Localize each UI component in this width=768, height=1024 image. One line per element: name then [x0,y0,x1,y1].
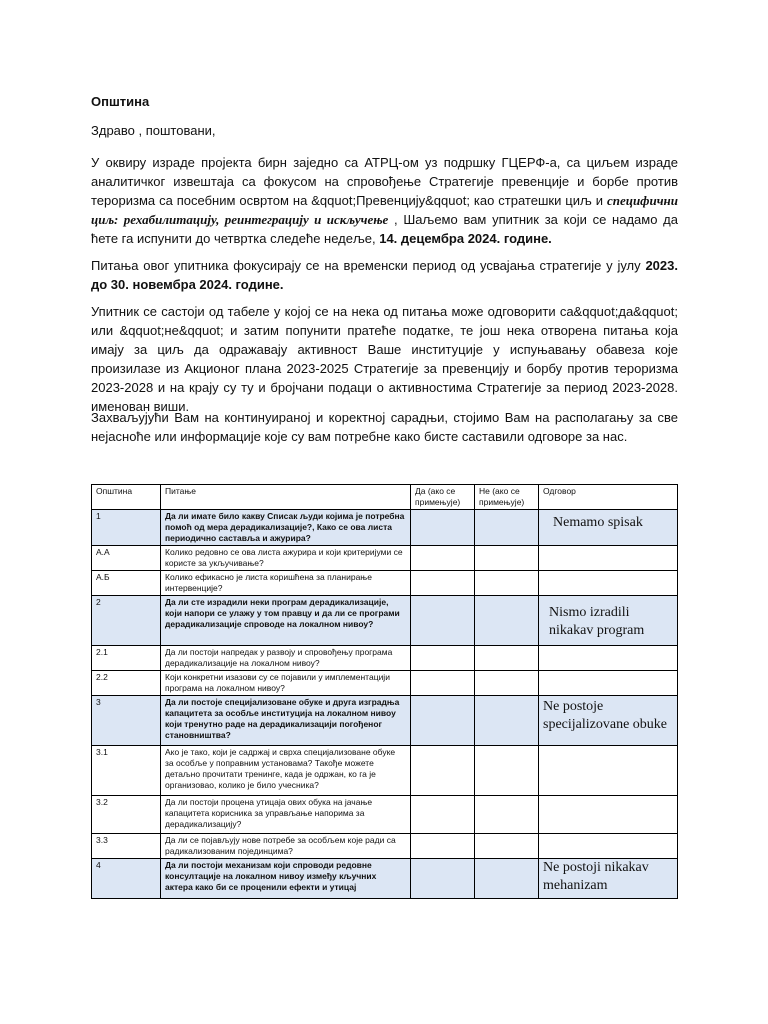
question-text: Да ли се појављују нове потребе за особљем које ради са радикализованим појединцима? [161,834,411,859]
table-row [92,834,678,859]
yes-cell[interactable] [411,646,475,671]
yes-cell[interactable] [411,546,475,571]
row-number: 1 [92,510,161,546]
answer-cell[interactable] [539,671,678,696]
question-text: Да ли постоји механизам који спроводи редовне консултације на локалном нивоу између кључних актера како би се проценили ефекти и утицај [161,859,411,899]
answer-cell[interactable]: Ne postoji nikakav mehanizam [539,859,678,899]
header-yes: Да (ако се примењује) [411,485,475,510]
answer-cell[interactable] [539,546,678,571]
header-answer: Одговор [539,485,678,510]
yes-cell[interactable] [411,796,475,834]
table-row [92,596,678,646]
row-number: 2.2 [92,671,161,696]
answer-cell[interactable]: Ne postoje specijalizovane obuke [539,696,678,746]
row-number: 3 [92,696,161,746]
row-number: А.Б [92,571,161,596]
answer-cell[interactable] [539,834,678,859]
table-row [92,646,678,671]
yes-cell[interactable] [411,510,475,546]
period-dates: 2023. до 30. новембра 2024. године. [91,258,678,292]
intro-text-1: У оквиру израде пројекта бирн заједно са АТРЦ-ом уз подршку ГЦЕРФ-а, са циљем израде аналитичког извештаја са фокусом на спровођење Стратегије превенције и борбе против тероризма са посебним освртом на &qquot;Превенцију&qquot; као стратешки циљ и [91,155,678,208]
yes-cell[interactable] [411,596,475,646]
answer-cell[interactable]: Nismo izradili nikakav program [539,596,678,646]
no-cell[interactable] [475,596,539,646]
structure-paragraph: Упитник се састоји од табеле у којој се на нека од питања може одговорити са&qquot;да&qquot; или &qquot;не&qquot; и затим попунити пратеће податке, те још нека отворена питања која имају за циљ да одражавају активност Ваше институције у испуњавању обавеза које произилазе из Акционог плана 2023-2025 Стратегије за превенцију и борбу против тероризма 2023-2028 и на крају су ту и бројчани подаци о активностима Стратегије за период 2023-2028. именован виши. [91,304,678,414]
intro-text-2: , Шаљемо вам упитник за који се надамо да ћете га испунити до четвртка следеће недеље, [91,212,678,246]
row-number: 2 [92,596,161,646]
table-row [92,746,678,796]
row-number: 3.1 [92,746,161,796]
no-cell[interactable] [475,834,539,859]
questionnaire-table [91,484,678,899]
yes-cell[interactable] [411,571,475,596]
answer-cell[interactable] [539,571,678,596]
answer-cell[interactable] [539,646,678,671]
table-row [92,796,678,834]
row-number: 2.1 [92,646,161,671]
municipality-heading: Општина [91,94,150,109]
row-number: 4 [92,859,161,899]
question-text: Да ли постоји процена утицаја ових обука на јачање капацитета корисника за управљање напорима за дерадикализацију? [161,796,411,834]
table-row [92,571,678,596]
no-cell[interactable] [475,696,539,746]
table-row [92,859,678,899]
table-row [92,696,678,746]
table-row [92,510,678,546]
answer-cell[interactable]: Nemamo spisak [539,510,678,546]
header-municipality: Општина [92,485,161,510]
table-row [92,546,678,571]
no-cell[interactable] [475,671,539,696]
question-text: Да ли сте израдили неки програм дерадикализације, који напори се улажу у том правцу и да ли се програми дерадикализације спроводе на локалном нивоу? [161,596,411,646]
thanks-paragraph: Захваљујући Вам на континуираној и коректној сарадњи, стојимо Вам на располагању за све нејасноће или информације које су вам потребне како бисте саставили одговоре за нас. [91,410,678,444]
question-text: Да ли постоји напредак у развоју и спровођењу програма дерадикализације на локалном нивоу? [161,646,411,671]
yes-cell[interactable] [411,696,475,746]
question-text: Ако је тако, који је садржај и сврха специјализоване обуке за особље у поправним установама? Такође можете детаљно прочитати тренинге, када је одржан, ко га је организовао, колико је било учесника? [161,746,411,796]
answer-cell[interactable] [539,796,678,834]
header-question: Питање [161,485,411,510]
yes-cell[interactable] [411,834,475,859]
yes-cell[interactable] [411,746,475,796]
row-number: 3.2 [92,796,161,834]
table-header-row [92,485,678,510]
table-row [92,671,678,696]
deadline-date: 14. децембра 2024. године. [379,231,552,246]
no-cell[interactable] [475,796,539,834]
question-text: Који конкретни изазови су се појавили у имплементацији програма на локалном нивоу? [161,671,411,696]
no-cell[interactable] [475,510,539,546]
period-paragraph [91,256,678,294]
no-cell[interactable] [475,571,539,596]
question-text: Да ли постоје специјализоване обуке и друга изградња капацитета за особље институција на локалном нивоу који тренутно раде на дерадикализацији погођеног становништва? [161,696,411,746]
specific-goal-text: специфични циљ: рехабилитацију, реинтеграцију и искључење [91,193,678,227]
answer-cell[interactable] [539,746,678,796]
header-no: Не (ако се примењује) [475,485,539,510]
row-number: 3.3 [92,834,161,859]
yes-cell[interactable] [411,859,475,899]
intro-paragraph [91,153,678,248]
question-text: Колико ефикасно је листа коришћена за планирање интервенције? [161,571,411,596]
no-cell[interactable] [475,746,539,796]
question-text: Колико редовно се ова листа ажурира и који критеријуми се користе за укључивање? [161,546,411,571]
greeting: Здраво , поштовани, [91,123,216,138]
no-cell[interactable] [475,859,539,899]
no-cell[interactable] [475,546,539,571]
period-text: Питања овог упитника фокусирају се на временски период од усвајања стратегије у јулу [91,258,646,273]
no-cell[interactable] [475,646,539,671]
question-text: Да ли имате било какву Списак људи којима је потребна помоћ од мера дерадикализације?, Како се ова листа периодично саставља и ажурира? [161,510,411,546]
yes-cell[interactable] [411,671,475,696]
row-number: А.А [92,546,161,571]
